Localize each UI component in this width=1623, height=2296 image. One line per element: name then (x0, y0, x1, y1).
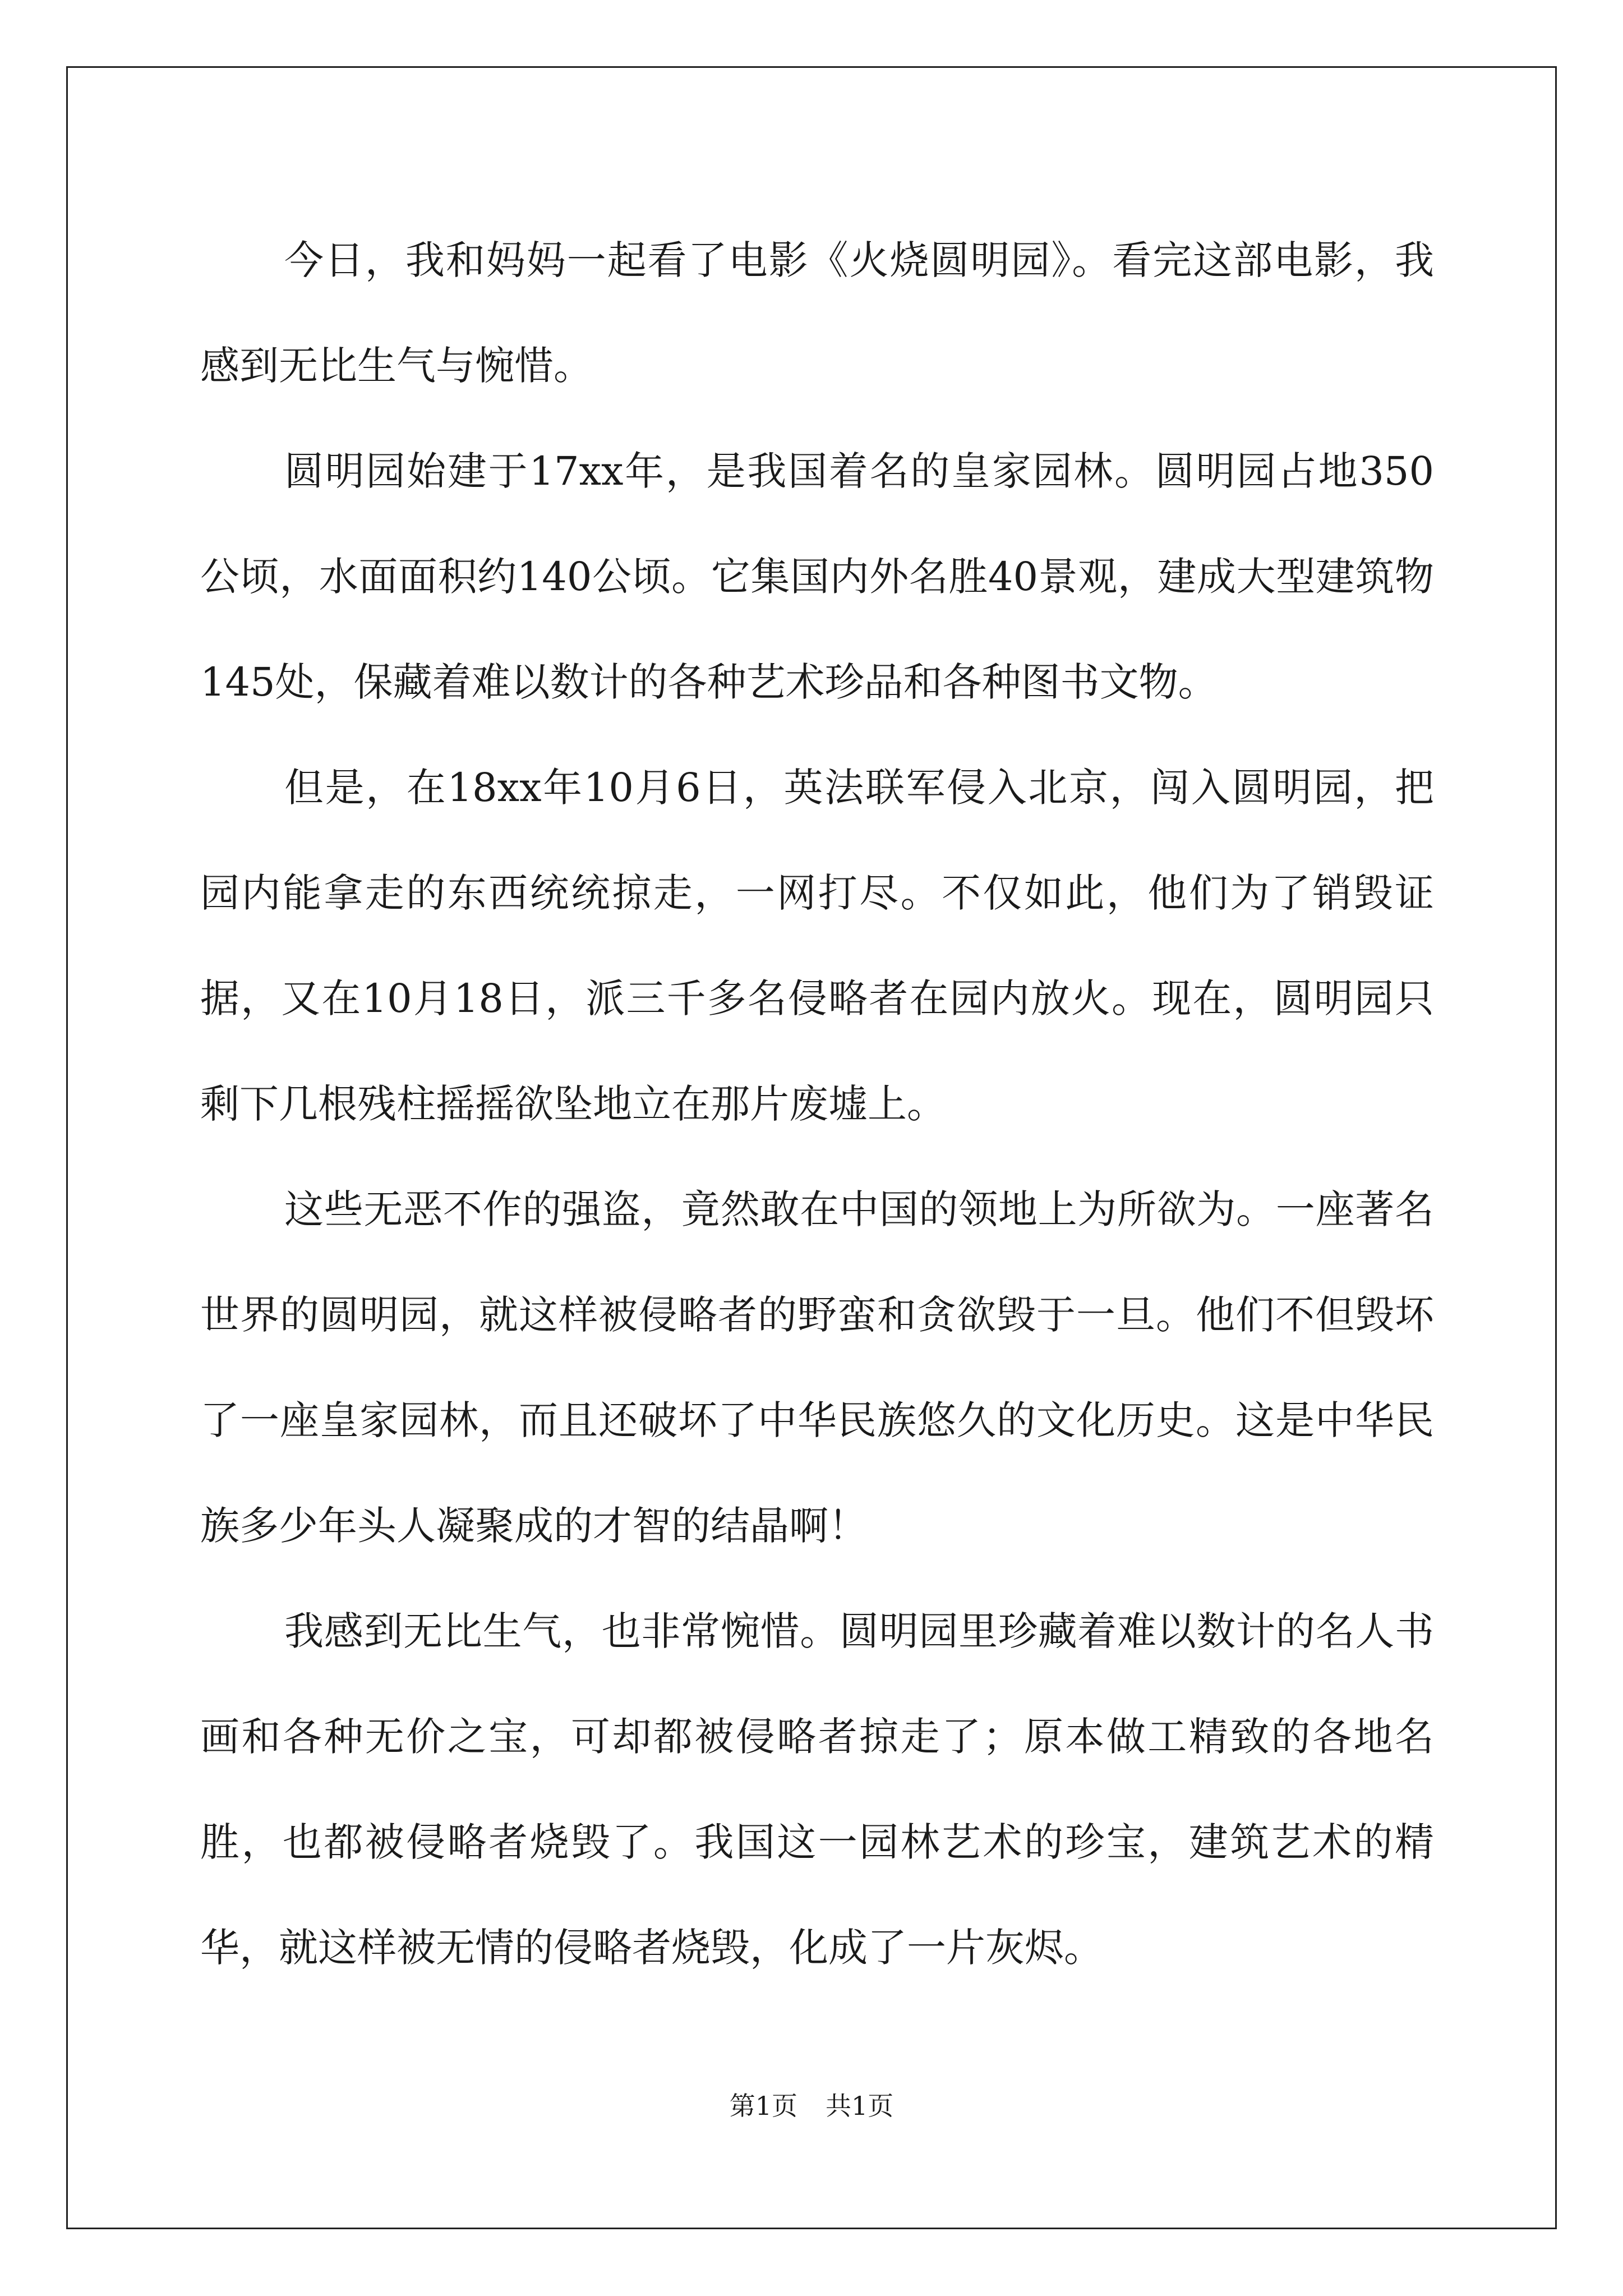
paragraph-1: 今日，我和妈妈一起看了电影《火烧圆明园》。看完这部电影，我感到无比生气与惋惜。 (200, 237, 1434, 389)
paragraph-2: 圆明园始建于17xx年，是我国着名的皇家园林。圆明园占地350公顷，水面面积约140公顷。它集国内外名胜40景观，建成大型建筑物145处，保藏着难以数计的各种艺术珍品和各种图书文物。 (200, 448, 1434, 705)
paragraph-5: 我感到无比生气，也非常惋惜。圆明园里珍藏着难以数计的名人书画和各种无价之宝，可却都被侵略者掠走了；原本做工精致的各地名胜，也都被侵略者烧毁了。我国这一园林艺术的珍宝，建筑艺术的精华，就这样被无情的侵略者烧毁，化成了一片灰烬。 (200, 1608, 1434, 1971)
page-number-current: 第1页 (729, 2091, 797, 2121)
page-footer (0, 2086, 1623, 2123)
page-number-total: 共1页 (826, 2091, 894, 2121)
paragraph-4: 这些无恶不作的强盗，竟然敢在中国的领地上为所欲为。一座著名世界的圆明园，就这样被侵略者的野蛮和贪欲毁于一旦。他们不但毁坏了一座皇家园林，而且还破坏了中华民族悠久的文化历史。这是中华民族多少年头人凝聚成的才智的结晶啊！ (200, 1186, 1434, 1549)
document-body (200, 208, 1434, 2000)
paragraph-3: 但是，在18xx年10月6日，英法联军侵入北京，闯入圆明园，把园内能拿走的东西统统掠走，一网打尽。不仅如此，他们为了销毁证据，又在10月18日，派三千多名侵略者在园内放火。现在，圆明园只剩下几根残柱摇摇欲坠地立在那片废墟上。 (200, 765, 1434, 1127)
